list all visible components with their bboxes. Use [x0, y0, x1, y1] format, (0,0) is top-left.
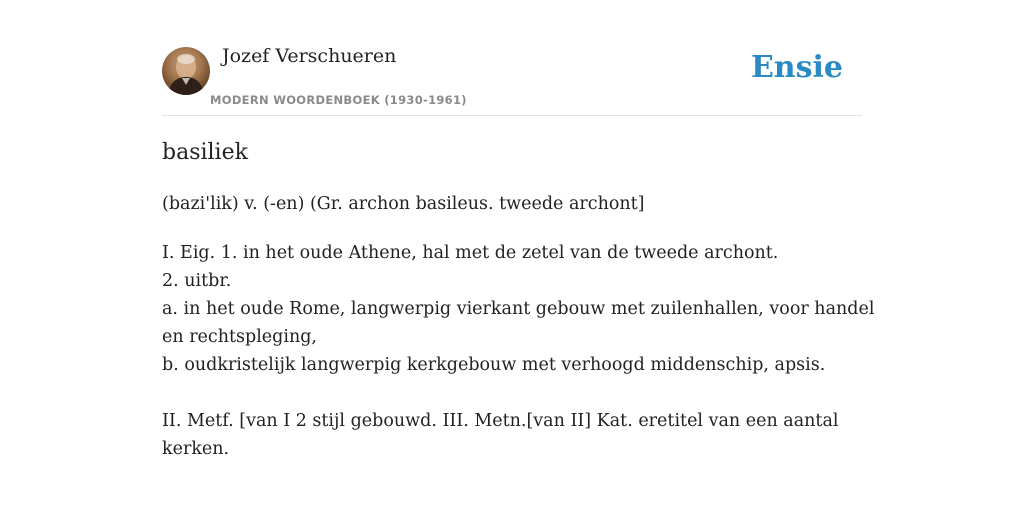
author-portrait-image [162, 47, 210, 95]
definition-line: b. oudkristelijk langwerpig kerkgebouw met verhoogd middenschip, apsis. [162, 355, 826, 375]
definition-line: kerken. [162, 439, 230, 459]
definition-line: I. Eig. 1. in het oude Athene, hal met de zetel van de tweede archont. [162, 243, 779, 263]
definition-line: II. Metf. [van I 2 stijl gebouwd. III. Metn.[van II] Kat. eretitel van een aantal [162, 411, 839, 431]
entry-etymology: (bazi'lik) v. (-en) (Gr. archon basileus. tweede archont] [162, 194, 645, 214]
site-logo[interactable]: Ensie [750, 50, 843, 85]
definition-blank-line [162, 379, 862, 407]
definition-line: 2. uitbr. [162, 271, 232, 291]
author-name[interactable]: Jozef Verschueren [222, 45, 397, 67]
entry-definition [162, 239, 875, 463]
source-dictionary-label[interactable]: MODERN WOORDENBOEK (1930-1961) [210, 93, 467, 107]
definition-line: en rechtspleging, [162, 327, 317, 347]
entry-title: basiliek [162, 140, 248, 165]
header-divider [162, 115, 862, 116]
author-avatar[interactable] [162, 47, 210, 95]
definition-line: a. in het oude Rome, langwerpig vierkant gebouw met zuilenhallen, voor handel [162, 299, 875, 319]
